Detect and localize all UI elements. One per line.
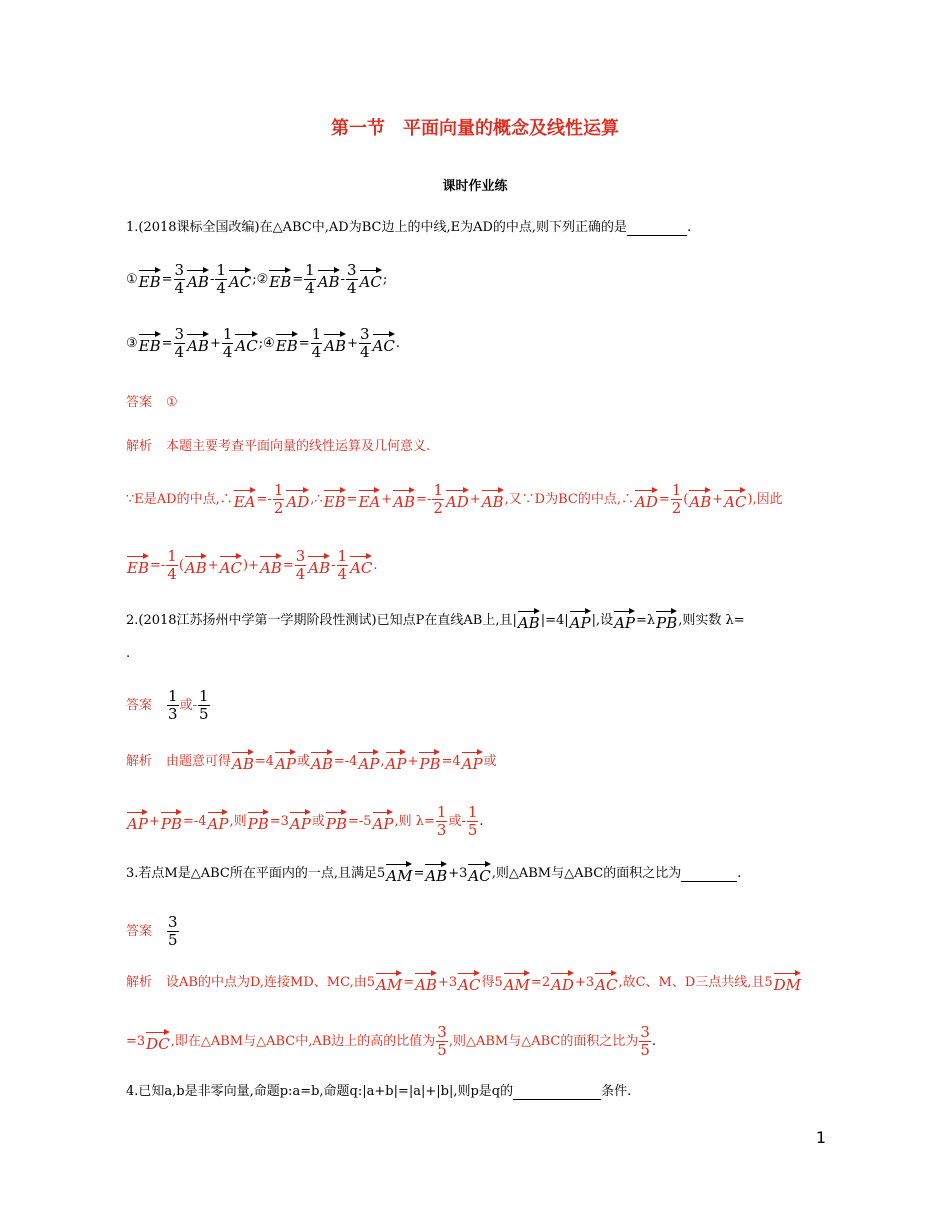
analysis-label: 解析 — [126, 439, 153, 454]
frac-3-4: $\frac{3}{4}$ — [174, 261, 185, 297]
analysis-label: 解析 — [126, 754, 153, 769]
vec-AC: AC — [220, 554, 242, 578]
frac-1-4: $\frac{1}{4}$ — [216, 261, 226, 297]
q2-solution-line2: AP + PB =-4 AP ,则 PB =3 AP 或 PB =-5 AP ,则 λ= $\frac{1}{3}$ 或 - $\frac{1}{5}$ . — [127, 803, 484, 839]
vec-AP: AP — [386, 750, 407, 774]
vec-DM: DM — [774, 971, 801, 995]
vec-AC: AC — [468, 862, 490, 886]
vec-AC: AC — [458, 971, 480, 995]
q3-answer — [126, 914, 180, 949]
analysis-text: 由题意可得 — [166, 754, 232, 769]
solution-text: ,∴ — [310, 491, 323, 507]
frac-1-2: $\frac{1}{2}$ — [433, 481, 443, 517]
vec-AB: AB — [187, 268, 209, 292]
answer-label: 答案 — [126, 395, 153, 410]
q1-answer — [126, 393, 178, 413]
solution-text: ,又∵D为BC的中点,∴ — [504, 491, 634, 507]
frac-1-4: $\frac{1}{4}$ — [305, 261, 315, 297]
page-title: 第一节 平面向量的概念及线性运算 — [331, 118, 619, 139]
vec-AB: AB — [518, 609, 540, 633]
option-2-label: ;② — [252, 271, 269, 287]
vec-AB: AB — [308, 554, 330, 578]
vec-EB: EB — [139, 332, 161, 356]
frac-3-5: $\frac{3}{5}$ — [168, 913, 178, 949]
answer-blank — [513, 1085, 601, 1100]
vec-PB: PB — [656, 609, 677, 633]
solution-text: ∵E是AD的中点,∴ — [126, 491, 233, 507]
vec-EB: EB — [269, 268, 291, 292]
vec-AD: AD — [286, 488, 309, 512]
vec-DC: DC — [146, 1030, 170, 1054]
q2-dot: . — [126, 646, 131, 661]
vec-AB: AB — [393, 488, 415, 512]
frac-1-3: $\frac{1}{3}$ — [436, 803, 447, 839]
vec-EB: EB — [127, 554, 149, 578]
q1-solution-line1: ∵E是AD的中点,∴ EA =- $\frac{1}{2}$ AD ,∴ EB = EA + AB =- $\frac{1}{2}$ AD + AB ,又∵D为BC的中点,∴ AD = $\frac{1}{2}$ ( AB + AC ) ,因此 — [126, 481, 783, 517]
vec-AP: AP — [127, 810, 148, 834]
q2-text: |,设 — [591, 613, 614, 628]
question-2-stem — [126, 609, 745, 633]
punct: . — [395, 335, 400, 351]
vec-PB: PB — [161, 810, 182, 834]
vec-AB: AB — [425, 862, 447, 886]
vec-AB: AB — [415, 971, 437, 995]
solution-text: ,因此 — [752, 491, 783, 507]
or-text: 或 — [297, 754, 311, 769]
answer-blank — [627, 221, 687, 236]
q2-text: =λ — [636, 613, 656, 628]
q1-text: 1.(2018课标全国改编)在△ABC中,AD为BC边上的中线,E为AD的中点,则下列正确的是 — [126, 220, 628, 235]
q2-text: 2.(2018江苏扬州中学第一学期阶段性测试)已知点P在直线AB上,且| — [126, 613, 517, 628]
vec-AP: AP — [570, 609, 591, 633]
q1-analysis — [126, 437, 430, 457]
vec-AP: AP — [358, 750, 379, 774]
frac-1-4: $\frac{1}{4}$ — [337, 547, 348, 583]
frac-1-5: $\frac{1}{5}$ — [198, 687, 209, 723]
vec-AC: AC — [350, 554, 372, 578]
vec-PB: PB — [248, 810, 269, 834]
section-subtitle: 课时作业练 — [442, 179, 508, 194]
vec-AP: AP — [275, 750, 296, 774]
vec-AP: AP — [614, 609, 635, 633]
vec-EB: EB — [276, 332, 298, 356]
vec-AB: AB — [324, 332, 346, 356]
analysis-text: 得5 — [481, 975, 503, 990]
vec-AB: AB — [482, 488, 504, 512]
vec-AC: AC — [235, 332, 257, 356]
vec-AM: AM — [376, 971, 402, 995]
vec-EB: EB — [139, 268, 161, 292]
frac-3-5: $\frac{3}{5}$ — [640, 1023, 650, 1059]
vec-AP: AP — [208, 810, 229, 834]
question-4-stem — [126, 1082, 631, 1102]
or-text: 或 — [483, 754, 497, 769]
vec-AB: AB — [232, 750, 254, 774]
vec-AB: AB — [187, 332, 209, 356]
option-1-label: ① — [126, 271, 138, 287]
vec-AM: AM — [504, 971, 530, 995]
analysis-text: ,即在△ABM与△ABC中,AB边上的高的比值为 — [170, 1033, 436, 1049]
analysis-text: ,则△ABM与△ABC的面积之比为 — [448, 1033, 639, 1049]
vec-AD: AD — [446, 488, 469, 512]
q2-text: |=4| — [540, 613, 569, 628]
frac-1-4: $\frac{1}{4}$ — [311, 325, 322, 361]
q3-solution-line2: =3 DC ,即在△ABM与△ABC中,AB边上的高的比值为 $\frac{3}{5}$ ,则△ABM与△ABC的面积之比为 $\frac{3}{5}$ . — [126, 1023, 657, 1059]
frac-1-3: $\frac{1}{3}$ — [168, 687, 178, 723]
question-3-stem: 3.若点M是△ABC所在平面内的一点,且满足5 AM = AB +3 AC ,则△ABM与△ABC的面积之比为 . — [126, 862, 741, 886]
analysis-text: ,故C、M、D三点共线,且5 — [618, 975, 773, 990]
solution-text: ,则 — [229, 813, 247, 829]
q4-text: 4.已知a,b是非零向量,命题p:a=b,命题q:|a+b|=|a|+|b|,则p是q的 — [126, 1084, 514, 1099]
frac-1-2: $\frac{1}{2}$ — [273, 481, 284, 517]
frac-1-2: $\frac{1}{2}$ — [671, 481, 682, 517]
vec-AB: AB — [311, 750, 333, 774]
vec-PB: PB — [326, 810, 347, 834]
vec-AM: AM — [386, 862, 412, 886]
q2-text: ,则实数 λ= — [678, 613, 745, 628]
vec-EB: EB — [324, 488, 346, 512]
vec-AB: AB — [689, 488, 711, 512]
answer-value: ① — [166, 395, 178, 410]
vec-AB: AB — [318, 268, 340, 292]
vec-AP: AP — [290, 810, 311, 834]
analysis-text: 本题主要考查平面向量的线性运算及几何意义. — [166, 439, 431, 454]
q1-options-row1: ① EB = $\frac{3}{4}$ AB - $\frac{1}{4}$ AC ;② EB = $\frac{1}{4}$ AB - $\frac{3}{4}$ AC ; — [126, 261, 388, 297]
option-4-label: ;④ — [258, 335, 275, 351]
vec-AB: AB — [260, 554, 282, 578]
or-text: 或 — [448, 813, 462, 829]
vec-AP: AP — [373, 810, 394, 834]
vec-PB: PB — [419, 750, 440, 774]
vec-AP: AP — [462, 750, 483, 774]
punct: ; — [382, 271, 388, 287]
vec-AB: AB — [185, 554, 207, 578]
vec-AD: AD — [551, 971, 574, 995]
q3-text: ,则△ABM与△ABC的面积之比为 — [491, 866, 682, 881]
vec-AC: AC — [724, 488, 746, 512]
q3-analysis: 解析 设AB的中点为D,连接MD、MC,由5 AM = AB +3 AC 得5 AM =2 AD +3 AC ,故C、M、D三点共线,且5 DM — [126, 971, 802, 995]
q1-options-row2: ③ EB = $\frac{3}{4}$ AB + $\frac{1}{4}$ AC ;④ EB = $\frac{1}{4}$ AB + $\frac{3}{4}$ AC . — [126, 325, 400, 361]
vec-AC: AC — [373, 332, 395, 356]
frac-1-4: $\frac{1}{4}$ — [167, 547, 177, 583]
answer-blank — [681, 867, 737, 882]
answer-label: 答案 — [126, 923, 153, 939]
vec-EA: EA — [234, 488, 256, 512]
vec-AC: AC — [229, 268, 251, 292]
frac-1-4: $\frac{1}{4}$ — [222, 325, 233, 361]
answer-label: 答案 — [126, 697, 153, 713]
q2-answer: 答案 $\frac{1}{3}$ 或 - $\frac{1}{5}$ — [126, 687, 209, 723]
question-1-stem: 1.(2018课标全国改编)在△ABC中,AD为BC边上的中线,E为AD的中点,则下列正确的是 . — [126, 218, 691, 238]
frac-3-5: $\frac{3}{5}$ — [437, 1023, 447, 1059]
or-text: 或 — [311, 813, 325, 829]
frac-3-4: $\frac{3}{4}$ — [174, 325, 185, 361]
vec-EA: EA — [359, 488, 381, 512]
vec-AC: AC — [595, 971, 617, 995]
or-text: 或 — [179, 697, 193, 713]
q1-solution-line2: EB =- $\frac{1}{4}$ ( AB + AC )+ AB = $\frac{3}{4}$ AB - $\frac{1}{4}$ AC . — [127, 547, 378, 583]
analysis-label: 解析 — [126, 975, 153, 990]
q3-text: 3.若点M是△ABC所在平面内的一点,且满足5 — [126, 866, 386, 881]
solution-text: ,则 λ= — [394, 813, 435, 829]
frac-1-5: $\frac{1}{5}$ — [467, 803, 478, 839]
option-3-label: ③ — [126, 335, 138, 351]
frac-3-4: $\frac{3}{4}$ — [346, 261, 357, 297]
frac-3-4: $\frac{3}{4}$ — [359, 325, 370, 361]
vec-AD: AD — [635, 488, 658, 512]
analysis-text: 设AB的中点为D,连接MD、MC,由5 — [166, 975, 375, 990]
q2-analysis: 解析 由题意可得 AB =4 AP 或 AB =-4 AP , AP + PB =4 AP 或 — [126, 750, 497, 774]
frac-3-4: $\frac{3}{4}$ — [295, 547, 306, 583]
page-number: 1 — [815, 1128, 826, 1147]
vec-AC: AC — [360, 268, 382, 292]
q4-text: 条件. — [601, 1084, 632, 1099]
